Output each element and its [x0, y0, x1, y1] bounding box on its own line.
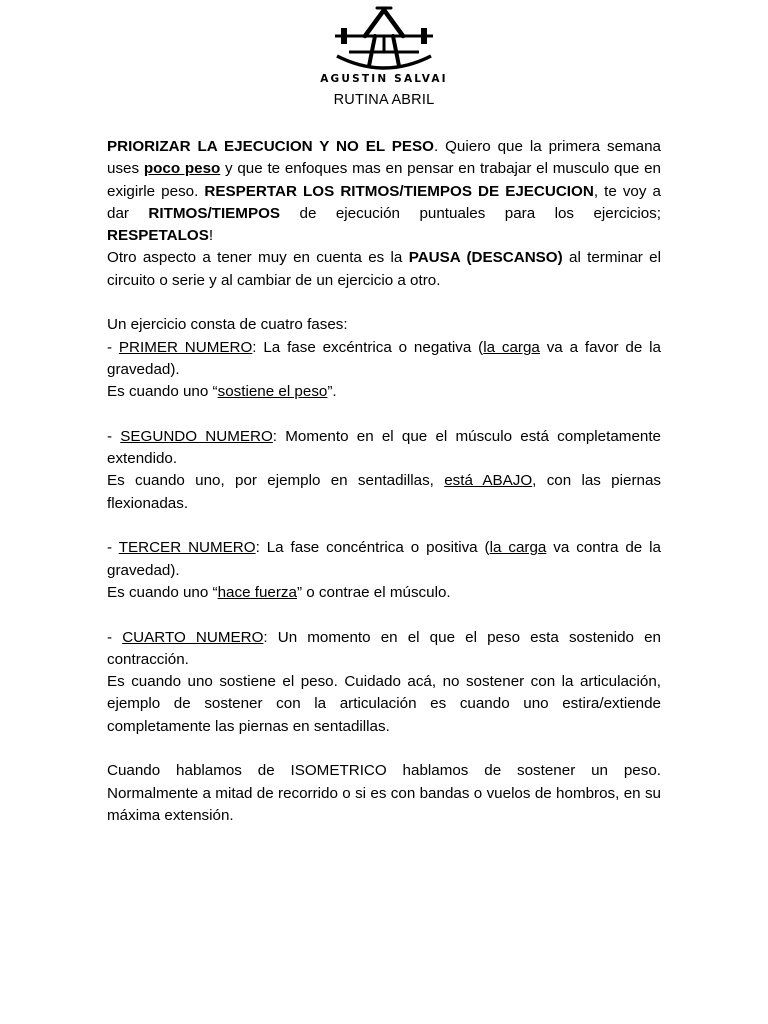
isometric-paragraph: Cuando hablamos de ISOMETRICO hablamos de sostener un peso. Normalmente a mitad de recorrido o si es con bandas o vuelos de hombros, en su máxima extensión.: [107, 762, 661, 824]
brand-name: AGUSTIN SALVAI: [320, 73, 448, 85]
intro-paragraph: [107, 136, 661, 247]
phase2-name: SEGUNDO NUMERO: [120, 427, 273, 445]
document-title: RUTINA ABRIL: [333, 92, 435, 108]
document-body: [107, 136, 661, 827]
intro-text-5: !: [208, 227, 214, 245]
intro-text-2: y que te enfoques mas en pensar en trabajar el musculo que en exigirle peso.: [107, 160, 661, 200]
phase1-example-underline: sostiene el peso: [217, 383, 328, 401]
pause-text-1: Otro aspecto a tener muy en cuenta es la: [107, 249, 409, 267]
phase2-example: Es cuando uno, por ejemplo en sentadillas, está ABAJO, con las piernas flexionadas.: [107, 472, 661, 512]
phase3-name: TERCER NUMERO: [118, 539, 256, 557]
phase3-example: Es cuando uno “hace fuerza” o contrae el músculo.: [107, 583, 451, 601]
intro-bold-3: RITMOS/TIEMPOS: [148, 204, 281, 222]
phases-intro: Un ejercicio consta de cuatro fases:: [107, 316, 348, 334]
phase4-line: - CUARTO NUMERO: Un momento en el que el peso esta sostenido en contracción.: [107, 628, 661, 668]
intro-bold-1: PRIORIZAR LA EJECUCION Y NO EL PESO: [107, 138, 434, 155]
phase1-example: Es cuando uno “sostiene el peso”.: [107, 383, 337, 401]
phase3-line: - TERCER NUMERO: La fase concéntrica o positiva (la carga va contra de la gravedad).: [107, 539, 661, 579]
pause-paragraph: [107, 247, 661, 292]
phase2-example-underline: está ABAJO: [444, 472, 533, 490]
pause-bold: PAUSA (DESCANSO): [408, 249, 563, 267]
intro-underline: poco peso: [143, 160, 221, 178]
phase3-example-underline: hace fuerza: [217, 583, 297, 601]
intro-text-4: de ejecución puntuales para los ejercicios;: [280, 204, 661, 222]
phase3-underline: la carga: [489, 539, 547, 557]
pause-text-2: al terminar el circuito o serie y al cambiar de un ejercicio a otro.: [107, 249, 661, 289]
phase1-name: PRIMER NUMERO: [118, 338, 253, 356]
intro-bold-4: RESPETALOS: [107, 227, 209, 245]
phase1-line: - PRIMER NUMERO: La fase excéntrica o negativa (la carga va a favor de la gravedad).: [107, 338, 661, 378]
phase2-line: - SEGUNDO NUMERO: Momento en el que el músculo está completamente extendido.: [107, 427, 662, 468]
intro-text-1: . Quiero que la primera semana uses: [107, 138, 662, 178]
intro-bold-2: RESPERTAR LOS RITMOS/TIEMPOS DE EJECUCION: [204, 182, 594, 200]
phase4-name: CUARTO NUMERO: [122, 628, 264, 646]
weightlifter-logo-icon: [329, 6, 439, 72]
phase4-example: Es cuando uno sostiene el peso. Cuidado acá, no sostener con la articulación, ejemplo de sostener con la articulación es cuando uno estira/extiende completamente las piernas en sentadillas.: [107, 673, 661, 735]
header-logo: [0, 6, 768, 108]
intro-text-3: , te voy a dar: [107, 182, 661, 222]
phase1-underline: la carga: [483, 338, 540, 356]
